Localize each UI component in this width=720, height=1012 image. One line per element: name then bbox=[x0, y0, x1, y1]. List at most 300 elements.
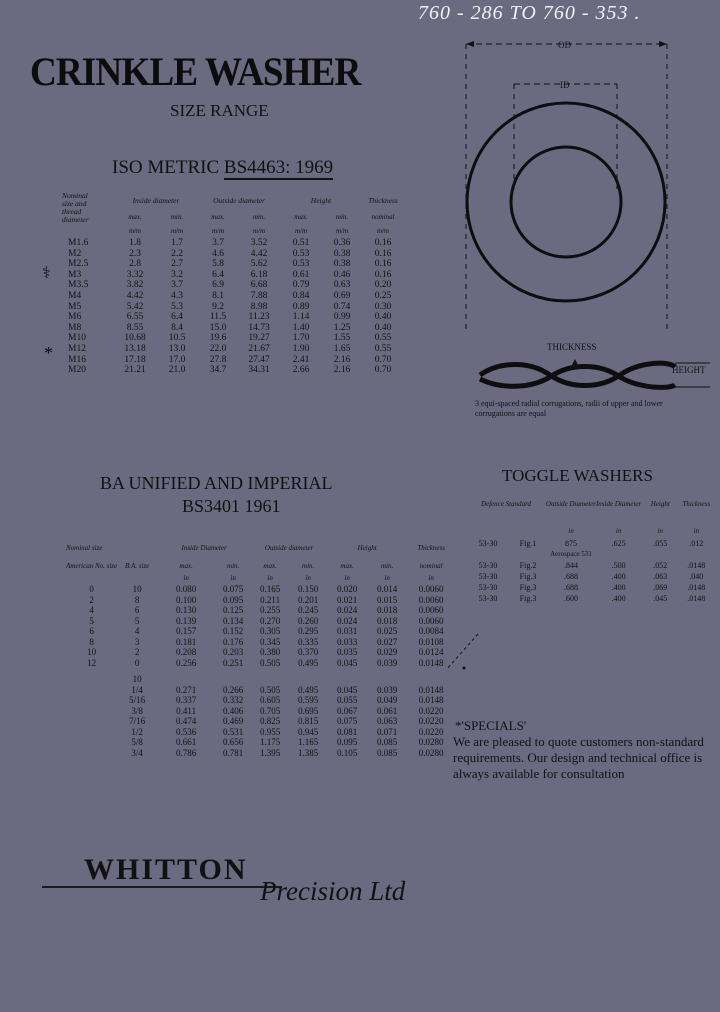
table-cell: 0.53 bbox=[292, 248, 310, 259]
sublabel: max. bbox=[263, 562, 277, 570]
imperial-table-row bbox=[66, 695, 455, 706]
table-cell: 0.024 bbox=[337, 615, 358, 626]
unit: in bbox=[615, 527, 622, 535]
table-cell: 0.067 bbox=[337, 705, 358, 716]
table-cell: M4 bbox=[68, 290, 82, 301]
table-cell: 3.52 bbox=[250, 238, 268, 248]
table-cell: 0.251 bbox=[223, 657, 244, 668]
thickness-label: THICKNESS bbox=[547, 342, 597, 352]
table-cell: .400 bbox=[611, 583, 626, 592]
sublabel: min. bbox=[335, 212, 349, 221]
ba-table-row bbox=[66, 605, 455, 616]
table-cell: 1.25 bbox=[333, 322, 351, 333]
table-cell: 3/4 bbox=[131, 747, 143, 758]
table-cell: M10 bbox=[68, 333, 86, 344]
ba-section-standard: BS3401 1961 bbox=[182, 496, 281, 516]
table-cell: .012 bbox=[689, 539, 704, 548]
table-cell: 10 bbox=[132, 584, 142, 594]
table-cell: 0.130 bbox=[176, 605, 197, 615]
iso-metric-table bbox=[62, 192, 404, 376]
table-cell: 6.4 bbox=[171, 312, 183, 323]
table-cell: 1.175 bbox=[260, 737, 281, 747]
unit: m/m bbox=[211, 227, 225, 235]
unit: in bbox=[305, 574, 311, 582]
table-cell: .400 bbox=[611, 594, 626, 603]
table-cell: 0.36 bbox=[333, 238, 351, 248]
table-cell: .052 bbox=[653, 561, 668, 570]
table-cell: 0.018 bbox=[377, 605, 398, 615]
table-cell: 0.260 bbox=[298, 615, 319, 626]
table-cell: 3 bbox=[134, 636, 140, 647]
sublabel: min. bbox=[302, 562, 315, 570]
ba-header-nominal: Nominal size bbox=[66, 544, 103, 552]
imperial-table-row bbox=[66, 674, 455, 685]
table-cell: 0.332 bbox=[223, 695, 244, 705]
table-cell: M1.6 bbox=[68, 238, 89, 248]
table-cell: 0.045 bbox=[337, 657, 358, 668]
table-cell: 0.505 bbox=[260, 684, 281, 695]
table-cell: 0.411 bbox=[176, 705, 197, 716]
table-cell: 0.536 bbox=[176, 726, 197, 737]
table-cell: 0.16 bbox=[374, 259, 392, 270]
iso-table-row bbox=[62, 270, 404, 281]
table-cell: 2 bbox=[134, 647, 140, 657]
iso-title-standard: BS4463: 1969 bbox=[223, 157, 334, 178]
table-cell: 0.255 bbox=[260, 605, 281, 615]
unit: in bbox=[693, 527, 699, 535]
iso-table-row bbox=[62, 312, 404, 323]
table-cell: 0.20 bbox=[374, 280, 392, 291]
table-cell: 0.79 bbox=[292, 280, 310, 291]
table-cell: 0.165 bbox=[260, 584, 281, 594]
table-cell: 3.7 bbox=[171, 280, 183, 291]
table-cell: 0.208 bbox=[176, 647, 197, 657]
unit: m/m bbox=[128, 227, 142, 235]
table-cell: 0.134 bbox=[223, 615, 244, 626]
table-cell: 13.0 bbox=[168, 343, 186, 354]
table-cell: .844 bbox=[563, 561, 578, 570]
table-cell: 0.266 bbox=[223, 684, 244, 695]
sublabel: max. bbox=[179, 562, 193, 570]
table-cell: 0.075 bbox=[223, 584, 244, 594]
table-cell: 0.080 bbox=[176, 584, 197, 594]
table-cell: 0.0280 bbox=[418, 737, 444, 747]
table-cell: 0.039 bbox=[377, 684, 398, 695]
table-cell: 1.8 bbox=[129, 238, 141, 248]
table-cell: 0.055 bbox=[337, 695, 358, 705]
ba-imperial-table bbox=[66, 536, 455, 758]
toggle-table-row bbox=[466, 593, 713, 604]
table-cell: 14.73 bbox=[248, 322, 270, 333]
table-cell: 1/2 bbox=[131, 726, 143, 737]
table-cell: 15.0 bbox=[209, 322, 227, 333]
table-cell: 7/16 bbox=[129, 716, 146, 726]
ba-table-row bbox=[66, 616, 455, 627]
logo-underline bbox=[42, 886, 282, 888]
table-cell: 1.14 bbox=[292, 312, 310, 323]
unit: in bbox=[183, 574, 189, 582]
toggle-header-thickness: Thickness bbox=[682, 500, 711, 508]
table-cell: 0.0084 bbox=[418, 626, 444, 636]
table-cell: 1.90 bbox=[292, 343, 310, 354]
table-cell: 2.16 bbox=[333, 354, 351, 365]
table-cell: M6 bbox=[68, 312, 82, 323]
toggle-table-row bbox=[466, 571, 713, 582]
table-cell bbox=[66, 685, 117, 696]
handwritten-mark: ⚕ bbox=[42, 265, 51, 282]
imperial-table-row bbox=[66, 748, 455, 759]
iso-table-row bbox=[62, 302, 404, 313]
table-cell: 0.0220 bbox=[418, 716, 444, 726]
table-cell: 0.815 bbox=[298, 716, 319, 726]
table-cell: 17.0 bbox=[168, 354, 186, 365]
table-cell bbox=[66, 695, 117, 706]
table-cell bbox=[66, 727, 117, 738]
washer-side-profile bbox=[470, 355, 720, 395]
table-cell: 0.033 bbox=[337, 636, 358, 647]
table-cell: 0 bbox=[89, 584, 94, 594]
table-cell: Fig.1 bbox=[519, 539, 537, 548]
table-cell: 0.70 bbox=[374, 365, 392, 376]
table-cell: 0.337 bbox=[176, 695, 197, 705]
imperial-table-row bbox=[66, 685, 455, 696]
table-cell: 0.150 bbox=[298, 584, 319, 594]
table-cell: 0.38 bbox=[333, 248, 351, 259]
table-cell: 2 bbox=[89, 594, 94, 605]
toggle-header-inside: Inside Diameter bbox=[595, 500, 642, 508]
table-cell: 0.705 bbox=[260, 705, 281, 716]
table-cell: 8.4 bbox=[171, 322, 183, 333]
table-cell: 0.201 bbox=[298, 594, 319, 605]
unit: m/m bbox=[294, 227, 308, 235]
table-cell bbox=[66, 674, 117, 685]
ba-header-thickness: Thickness bbox=[417, 544, 445, 552]
table-cell: 3.7 bbox=[212, 238, 224, 248]
table-cell: 0.661 bbox=[176, 737, 197, 747]
table-cell: 0.474 bbox=[176, 716, 197, 726]
table-cell: .0148 bbox=[687, 583, 706, 592]
table-cell: 0.157 bbox=[176, 626, 197, 636]
ba-header-inside: Inside Diameter bbox=[181, 544, 227, 552]
table-cell: 0.085 bbox=[377, 737, 398, 747]
id-label: ID bbox=[560, 80, 570, 90]
unit: in bbox=[568, 527, 574, 535]
table-cell: 0.024 bbox=[337, 605, 358, 615]
table-cell: 0.505 bbox=[260, 657, 281, 668]
table-cell: 0.30 bbox=[374, 301, 392, 312]
table-cell: .500 bbox=[611, 561, 626, 570]
table-cell: M3 bbox=[68, 269, 82, 280]
toggle-header-standard: Defence Standard bbox=[480, 500, 532, 508]
table-cell: 0.345 bbox=[260, 636, 281, 647]
table-cell: 0.38 bbox=[333, 259, 351, 270]
handwritten-reference-note: 760 - 286 TO 760 - 353 . bbox=[418, 2, 641, 24]
table-cell: 10.68 bbox=[124, 333, 146, 344]
table-cell: 0.014 bbox=[377, 584, 398, 594]
washer-diagram bbox=[462, 34, 712, 364]
table-cell: 0.16 bbox=[374, 269, 392, 280]
table-cell: 1.385 bbox=[298, 747, 319, 758]
ba-header-american: American No. size bbox=[66, 562, 118, 570]
table-cell: 6.4 bbox=[212, 269, 224, 280]
table-cell: 4 bbox=[89, 605, 94, 615]
sublabel: min. bbox=[227, 562, 240, 570]
table-cell: 2.41 bbox=[292, 354, 310, 365]
table-cell: 8 bbox=[134, 594, 140, 605]
table-cell: M5 bbox=[68, 301, 82, 312]
table-cell: 2.3 bbox=[129, 248, 141, 259]
table-cell: 4.6 bbox=[212, 248, 224, 259]
table-cell: 6.55 bbox=[126, 312, 144, 323]
table-cell: 0.045 bbox=[337, 684, 358, 695]
sublabel: max. bbox=[211, 212, 225, 221]
iso-table-row bbox=[62, 280, 404, 291]
table-cell: 21.67 bbox=[248, 343, 270, 354]
toggle-table-row bbox=[466, 560, 713, 571]
imperial-table-row bbox=[66, 737, 455, 748]
table-cell: .688 bbox=[563, 583, 578, 592]
toggle-washers-table bbox=[466, 500, 713, 604]
unit: in bbox=[428, 574, 434, 582]
table-cell: 5.3 bbox=[171, 301, 183, 312]
table-cell: 27.8 bbox=[209, 354, 227, 365]
table-cell: 0.125 bbox=[223, 605, 244, 615]
table-cell: 1/4 bbox=[131, 684, 143, 695]
table-cell: 0.0148 bbox=[418, 695, 444, 705]
iso-header-thickness: Thickness bbox=[368, 196, 398, 206]
table-cell: 2.16 bbox=[333, 365, 351, 376]
table-cell: 2.2 bbox=[171, 248, 183, 259]
company-logo-main: WHITTON bbox=[84, 853, 248, 886]
table-cell bbox=[66, 737, 117, 748]
table-cell: 0.031 bbox=[337, 626, 358, 636]
table-cell: 0.095 bbox=[337, 737, 358, 747]
table-cell: .040 bbox=[689, 572, 704, 581]
table-cell: 0.70 bbox=[374, 354, 392, 365]
table-cell: 2.66 bbox=[292, 365, 310, 376]
table-cell: M2 bbox=[68, 248, 82, 259]
ba-table-row bbox=[66, 584, 455, 595]
table-cell: 0.531 bbox=[223, 726, 244, 737]
imperial-table-row bbox=[66, 727, 455, 738]
thickness-arrow-icon bbox=[571, 359, 579, 367]
table-cell: 8.55 bbox=[126, 322, 144, 333]
table-cell: 0.203 bbox=[223, 647, 244, 657]
table-cell: 0.955 bbox=[260, 726, 281, 737]
table-cell: 0.181 bbox=[176, 636, 197, 647]
table-cell bbox=[367, 674, 407, 685]
table-cell: 4 bbox=[134, 626, 140, 636]
table-cell: 0.469 bbox=[223, 716, 244, 726]
table-cell: 0.40 bbox=[374, 322, 392, 333]
iso-table-row bbox=[62, 259, 404, 270]
iso-table-row bbox=[62, 249, 404, 260]
unit: in bbox=[657, 527, 663, 535]
table-cell: 0.0108 bbox=[418, 636, 444, 647]
ba-header-ba: B.A. size bbox=[124, 562, 150, 570]
table-cell: 6 bbox=[134, 605, 140, 615]
table-cell: 19.27 bbox=[248, 333, 270, 344]
diagram-caption: 3 equi-spaced radial corrugations, radii of upper and lower corrugations are equal bbox=[475, 399, 663, 418]
iso-table-row bbox=[62, 355, 404, 366]
table-cell: 4.42 bbox=[250, 248, 268, 259]
table-cell: 5 bbox=[134, 615, 140, 626]
toggle-header-height: Height bbox=[650, 500, 670, 508]
specials-text: We are pleased to quote customers non-standard requirements. Our design and technical office is always available for consultation bbox=[453, 734, 704, 781]
ba-header-outside: Outside diameter bbox=[264, 544, 314, 552]
table-cell: 8.98 bbox=[250, 301, 268, 312]
table-cell: 0.656 bbox=[223, 737, 244, 747]
table-cell: 875 Aerospace 531 bbox=[546, 538, 596, 560]
table-cell: 5.62 bbox=[250, 259, 268, 270]
sublabel: max. bbox=[294, 212, 308, 221]
table-cell: 0.380 bbox=[260, 647, 281, 657]
table-cell: 2.8 bbox=[129, 259, 141, 270]
ba-table-row bbox=[66, 595, 455, 606]
table-cell: 34.31 bbox=[248, 365, 270, 376]
unit: in bbox=[384, 574, 390, 582]
table-cell: 0.071 bbox=[377, 726, 398, 737]
sublabel: min. bbox=[252, 212, 266, 221]
table-cell: 22.0 bbox=[209, 343, 227, 354]
table-cell: 0.075 bbox=[337, 716, 358, 726]
table-cell: 0.89 bbox=[292, 301, 310, 312]
table-cell: 53-30 bbox=[478, 572, 498, 581]
table-cell: 0.0060 bbox=[418, 605, 444, 615]
unit: in bbox=[267, 574, 273, 582]
table-cell: 53-30 bbox=[478, 561, 498, 570]
table-cell: 0.25 bbox=[374, 290, 392, 301]
table-cell: 10 bbox=[132, 674, 142, 684]
table-cell: 2.7 bbox=[171, 259, 183, 270]
table-cell: .688 bbox=[563, 572, 578, 581]
table-cell: 1.70 bbox=[292, 333, 310, 344]
od-label: OD bbox=[558, 40, 571, 50]
table-cell: .400 bbox=[611, 572, 626, 581]
table-cell: Fig.2 bbox=[519, 561, 537, 570]
ba-table-row bbox=[66, 647, 455, 658]
table-cell: 0.61 bbox=[292, 269, 310, 280]
table-cell: .055 bbox=[653, 539, 668, 548]
table-cell: 0.015 bbox=[377, 594, 398, 605]
iso-table-row bbox=[62, 344, 404, 355]
table-cell: .063 bbox=[653, 572, 668, 581]
table-cell: Fig.3 bbox=[519, 583, 537, 592]
table-cell: 0.16 bbox=[374, 238, 392, 248]
table-cell: 0.695 bbox=[298, 705, 319, 716]
table-cell: 0.945 bbox=[298, 726, 319, 737]
table-cell: 19.6 bbox=[209, 333, 227, 344]
table-cell: 0.495 bbox=[298, 684, 319, 695]
iso-table-row bbox=[62, 365, 404, 376]
table-cell: 0.0148 bbox=[418, 684, 444, 695]
unit: in bbox=[230, 574, 236, 582]
table-cell: 4.3 bbox=[171, 290, 183, 301]
table-cell: 0.0220 bbox=[418, 705, 444, 716]
ba-section-title: BA UNIFIED AND IMPERIAL bbox=[100, 473, 333, 493]
table-cell: 6 bbox=[89, 626, 94, 636]
table-cell: 12 bbox=[87, 657, 97, 668]
table-cell: 13.18 bbox=[124, 343, 146, 354]
company-logo-subtitle: Precision Ltd bbox=[260, 876, 406, 906]
table-cell: 1.65 bbox=[333, 343, 351, 354]
table-cell: 0.152 bbox=[223, 626, 244, 636]
unit: m/m bbox=[252, 227, 266, 235]
table-cell: 3/8 bbox=[131, 705, 143, 716]
ba-table-row bbox=[66, 637, 455, 648]
table-cell: 0.605 bbox=[260, 695, 281, 705]
imperial-table-row bbox=[66, 706, 455, 717]
table-cell: .0148 bbox=[687, 561, 706, 570]
table-cell: 5.8 bbox=[212, 259, 224, 270]
table-cell: 0.081 bbox=[337, 726, 358, 737]
table-cell: 3.2 bbox=[171, 269, 183, 280]
table-cell: 0.018 bbox=[377, 615, 398, 626]
iso-table-row bbox=[62, 333, 404, 344]
table-cell: 34.7 bbox=[209, 365, 227, 376]
table-cell: 0.55 bbox=[374, 333, 392, 344]
specials-title: *'SPECIALS' bbox=[455, 718, 527, 733]
table-cell: M12 bbox=[68, 343, 86, 354]
table-cell bbox=[289, 674, 327, 685]
table-cell: 0.55 bbox=[374, 343, 392, 354]
table-cell: M20 bbox=[68, 365, 86, 376]
table-cell: 0.63 bbox=[333, 280, 351, 291]
imperial-table-row bbox=[66, 716, 455, 727]
table-cell: 0.020 bbox=[337, 584, 358, 594]
sublabel: max. bbox=[340, 562, 354, 570]
height-label: HEIGHT bbox=[672, 365, 706, 375]
table-cell: 0.025 bbox=[377, 626, 398, 636]
iso-table-row bbox=[62, 238, 404, 249]
sublabel: nominal bbox=[371, 212, 395, 221]
table-cell: 4.42 bbox=[126, 290, 144, 301]
table-cell: 0.0060 bbox=[418, 594, 444, 605]
table-cell: 21.21 bbox=[124, 365, 146, 376]
table-cell: 6.9 bbox=[212, 280, 224, 291]
page-subtitle: SIZE RANGE bbox=[170, 101, 269, 120]
washer-outer-circle bbox=[467, 103, 665, 301]
table-cell: 0.100 bbox=[176, 594, 197, 605]
ba-header-height: Height bbox=[357, 544, 377, 552]
table-cell: 0.0280 bbox=[418, 747, 444, 758]
table-cell: 53-30 bbox=[478, 583, 498, 592]
iso-header-inside: Inside diameter bbox=[132, 196, 180, 206]
table-cell: 53-30 bbox=[478, 594, 498, 603]
table-cell: 1.165 bbox=[298, 737, 319, 747]
table-cell: 5 bbox=[89, 615, 94, 626]
table-cell: 3.32 bbox=[126, 269, 144, 280]
table-cell: 0.271 bbox=[176, 684, 197, 695]
table-cell: 0.99 bbox=[333, 312, 351, 323]
table-cell: 0.039 bbox=[377, 657, 398, 668]
ba-table-row bbox=[66, 626, 455, 637]
table-cell: 8 bbox=[89, 636, 94, 647]
table-cell: 0.74 bbox=[333, 301, 351, 312]
table-cell: 53-30 bbox=[478, 539, 498, 548]
table-cell: 0.176 bbox=[223, 636, 244, 647]
table-cell: 0.0060 bbox=[418, 584, 444, 594]
table-cell: 0.51 bbox=[292, 238, 310, 248]
unit: in bbox=[344, 574, 350, 582]
table-cell: 5.42 bbox=[126, 301, 144, 312]
table-cell: 9.2 bbox=[212, 301, 224, 312]
table-cell: 0.095 bbox=[223, 594, 244, 605]
table-cell: 10 bbox=[87, 647, 97, 657]
table-cell: 0.211 bbox=[260, 594, 281, 605]
table-cell: 0.063 bbox=[377, 716, 398, 726]
table-cell: M3.5 bbox=[68, 280, 89, 291]
